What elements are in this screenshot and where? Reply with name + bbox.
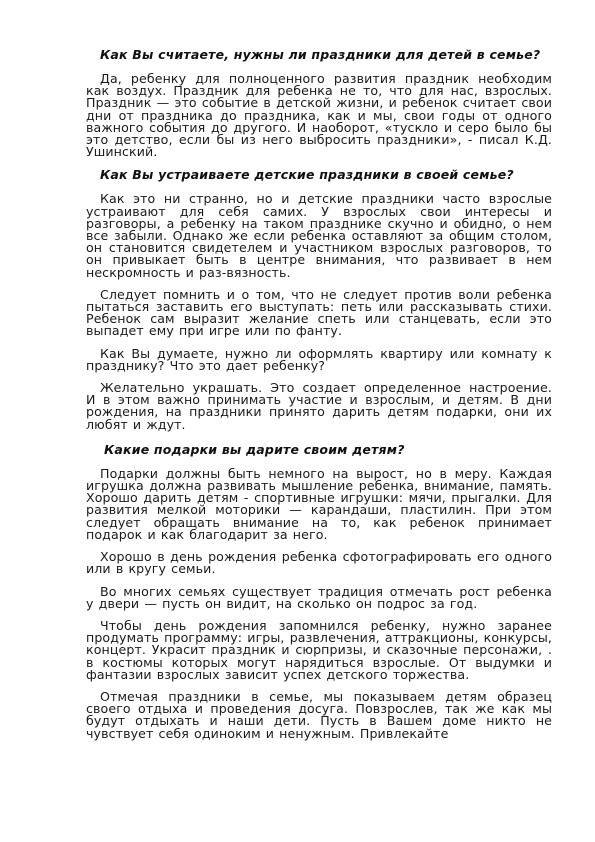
paragraph: Желательно украшать. Это создает определенное настроение. И в этом важно принимать участие и взрослым, и детям. В дни рождения, на праздники принято дарить детям подарки, они их любят и ждут. xyxy=(86,380,552,432)
paragraph: Во многих семьях существует традиция отмечать рост ребенка у двери — пусть он видит, на сколько он подрос за год. xyxy=(86,583,552,611)
paragraph: Отмечая праздники в семье, мы показываем детям образец своего отдыха и проведения досуга. Повзрослев, так же как мы будут отдыхать и наши дети. Пусть в Вашем доме никто не чувствует себя одиноким и ненужным. Привлекайте xyxy=(86,688,552,741)
paragraph-question: Как Вы думаете, нужно ли оформлять квартиру или комнату к празднику? Что это дает ребенку? xyxy=(86,345,552,373)
document-body xyxy=(86,48,552,740)
paragraph: Хорошо в день рождения ребенка сфотографировать его одного или в кругу семьи. xyxy=(86,549,552,577)
section-heading-gifts: Какие подарки вы дарите своим детям? xyxy=(104,441,405,457)
section-heading-how-organize: Как Вы устраиваете детские праздники в своей семье? xyxy=(100,167,514,183)
paragraph: Как это ни странно, но и детские праздники часто взрослые устраивают для себя самих. У взрослых свои интересы и разговоры, а ребенку на таком празднике скучно и обидно, о нем все забыли. Однако же если ребенка оставляют за общим столом, он становится свидетелем и участником взрослых разговоров, то он привыкает быть в центре внимания, что развивает в нем нескромность и раз-вязность. xyxy=(86,191,552,280)
section-heading-holidays-needed: Как Вы считаете, нужны ли праздники для детей в семье? xyxy=(100,47,541,62)
paragraph: Следует помнить и о том, что не следует против воли ребенка пытаться заставить его выступать: петь или рассказывать стихи. Ребенок сам выразит желание спеть или станцевать, если это выпадет ему при игре или по фанту. xyxy=(86,286,552,339)
paragraph: Подарки должны быть немного на вырост, но в меру. Каждая игрушка должна развивать мышление ребенка, внимание, память. Хорошо дарить детям - спортивные игрушки: мячи, прыгалки. Для развития мелкой моторики — карандаши, пластилин. При этом следует обращать внимание на то, как ребенок принимает подарок и как благодарит за него. xyxy=(86,465,552,542)
paragraph: Да, ребенку для полноценного развития праздник необходим как воздух. Праздник для ребенка не то, что для нас, взрослых. Праздник — это событие в детской жизни, и ребенок считает свои дни от праздника до праздника, как и мы, свои годы от одного важного события до другого. И наоборот, «тускло и серо было бы это детство, если бы из него выбросить праздники», - писал К.Д. Ушинский. xyxy=(86,71,552,160)
paragraph: Чтобы день рождения запомнился ребенку, нужно заранее продумать программу: игры, развлечения, аттракционы, конкурсы, концерт. Украсит праздник и сюрпризы, и сказочные персонажи, . в костюмы которых могут нарядиться взрослые. От выдумки и фантазии взрослых зависит успех детского торжества. xyxy=(86,617,552,682)
